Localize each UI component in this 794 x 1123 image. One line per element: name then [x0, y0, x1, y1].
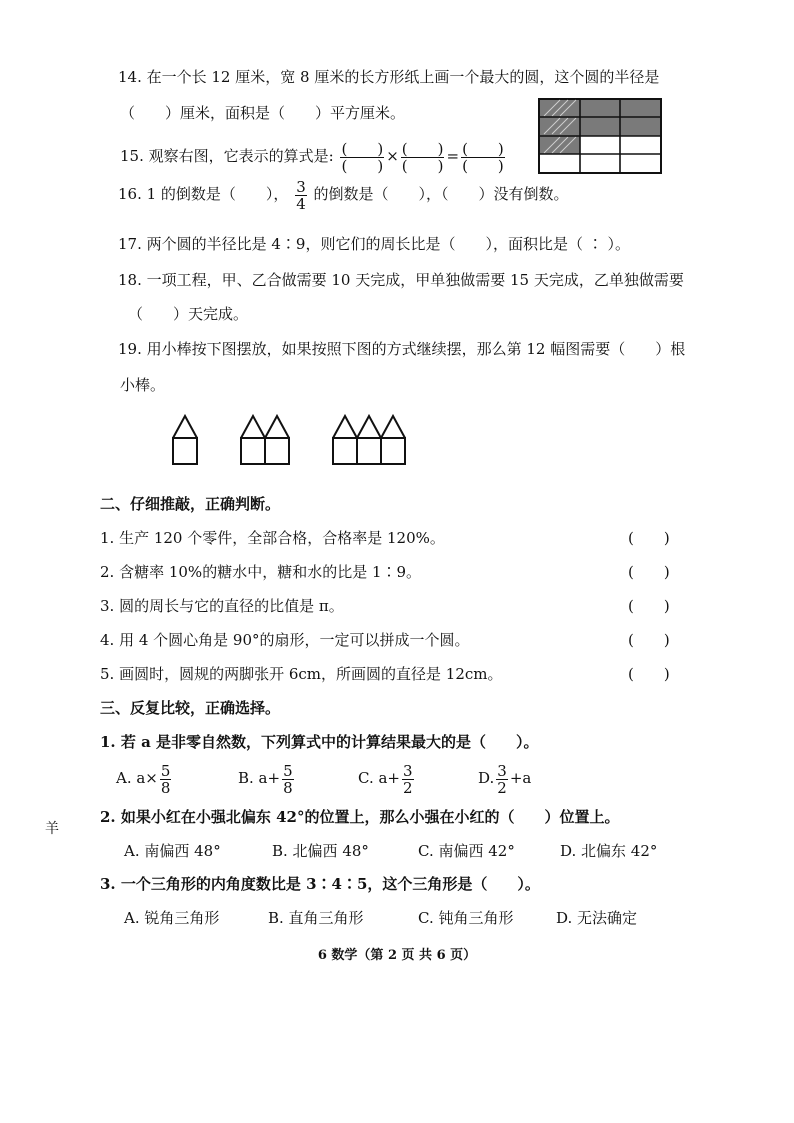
q19-line1: 19. 用小棒按下图摆放，如果按照下图的方式继续摆，那么第 12 幅图需要（ ）根	[118, 340, 686, 358]
choice-q1-c-den: 2	[403, 778, 413, 797]
choice-q1-a-num: 5	[160, 761, 171, 780]
choice-q1-d-suffix: +a	[509, 769, 532, 787]
choice-q1-b-prefix: B. a+	[238, 769, 281, 787]
q15-fraction-2	[401, 141, 445, 174]
choice-q3-option-b[interactable]: B. 直角三角形	[268, 909, 364, 927]
side-mark: 羊	[45, 821, 59, 837]
judge-item-3: 3. 圆的周长与它的直径的比值是 π。	[100, 597, 344, 615]
q16-numerator: 3	[296, 177, 306, 196]
q15-blank-num-2: ( )	[401, 139, 444, 158]
q16-fraction	[295, 179, 307, 212]
choice-q1-option-b[interactable]	[238, 758, 296, 798]
q16-line	[118, 174, 569, 214]
q17-line: 17. 两个圆的半径比是 4∶9，则它们的周长比是（ ），面积比是（ ∶ ）。	[118, 235, 631, 253]
q19-line2: 小棒。	[120, 376, 166, 394]
choice-q3-option-a[interactable]: A. 锐角三角形	[124, 909, 220, 927]
choice-q1-b-fraction	[282, 763, 294, 796]
choice-q1-option-c[interactable]	[358, 758, 416, 798]
q16-denominator: 4	[296, 194, 306, 213]
choice-q1-b-den: 8	[283, 778, 293, 797]
choice-q1-option-d[interactable]	[478, 758, 531, 798]
q18-line1: 18. 一项工程，甲、乙合做需要 10 天完成，甲单独做需要 15 天完成，乙单独做需要	[118, 271, 684, 289]
judge-item-2: 2. 含糖率 10%的糖水中，糖和水的比是 1∶9。	[100, 563, 422, 581]
page-footer: 6 数学（第 2 页 共 6 页）	[317, 948, 477, 963]
choice-q2-option-d[interactable]: D. 北偏东 42°	[560, 842, 658, 860]
q15-blank-den-2: ( )	[401, 156, 444, 175]
q16-prefix: 16. 1 的倒数是（ ），	[118, 185, 289, 203]
choice-q1-d-fraction	[496, 763, 508, 796]
judge-paren-1[interactable]: ( )	[628, 529, 670, 547]
choice-q2-option-c[interactable]: C. 南偏西 42°	[418, 842, 515, 860]
choice-q3-stem: 3. 一个三角形的内角度数比是 3∶4∶5，这个三角形是（ ）。	[100, 875, 540, 893]
choice-q1-c-num: 3	[403, 761, 413, 780]
choice-q3-option-d[interactable]: D. 无法确定	[556, 909, 638, 927]
choice-q1-d-den: 2	[497, 778, 507, 797]
q15-fraction-1	[340, 141, 384, 174]
judge-item-1: 1. 生产 120 个零件，全部合格，合格率是 120%。	[100, 529, 445, 547]
choice-q1-stem: 1. 若 a 是非零自然数，下列算式中的计算结果最大的是（ ）。	[100, 733, 539, 751]
choice-q1-a-den: 8	[160, 778, 171, 797]
choice-q1-d-num: 3	[497, 761, 507, 780]
q15-prefix: 15. 观察右图，它表示的算式是:	[120, 147, 334, 165]
q15-blank-den-3: ( )	[462, 156, 504, 175]
q14-line2: （ ）厘米，面积是（ ）平方厘米。	[120, 104, 406, 122]
q15-equals: =	[446, 147, 460, 165]
judge-item-5: 5. 画圆时，圆规的两脚张开 6cm，所画圆的直径是 12cm。	[100, 665, 503, 683]
choice-q1-a-prefix: A. a×	[116, 769, 158, 787]
judge-paren-3[interactable]: ( )	[628, 597, 670, 615]
choice-q2-option-b[interactable]: B. 北偏西 48°	[272, 842, 369, 860]
choice-q1-c-prefix: C. a+	[358, 769, 400, 787]
q15-times: ×	[386, 147, 399, 165]
judge-paren-4[interactable]: ( )	[628, 631, 670, 649]
q15-fraction-3	[461, 141, 505, 174]
judge-section-title: 二、仔细推敲，正确判断。	[100, 495, 281, 513]
choice-q1-a-fraction	[160, 763, 172, 796]
q16-suffix: 的倒数是（ ），（ ）没有倒数。	[313, 185, 569, 203]
choice-q1-b-num: 5	[283, 761, 293, 780]
q15-blank-den-1: ( )	[341, 156, 384, 175]
choice-q1-option-a[interactable]	[116, 758, 173, 798]
choice-section-title: 三、反复比较，正确选择。	[100, 699, 281, 717]
q15-line	[120, 138, 507, 174]
q15-grid-figure	[538, 98, 662, 174]
choice-q2-stem: 2. 如果小红在小强北偏东 42°的位置上，那么小强在小红的（ ）位置上。	[100, 808, 620, 826]
q15-blank-num-3: ( )	[462, 139, 504, 158]
choice-q1-d-prefix: D.	[478, 769, 495, 787]
judge-paren-2[interactable]: ( )	[628, 563, 670, 581]
q15-blank-num-1: ( )	[341, 139, 384, 158]
choice-q2-option-a[interactable]: A. 南偏西 48°	[124, 842, 221, 860]
choice-q3-option-c[interactable]: C. 钝角三角形	[418, 909, 514, 927]
choice-q1-c-fraction	[402, 763, 414, 796]
q14-line1: 14. 在一个长 12 厘米，宽 8 厘米的长方形纸上画一个最大的圆，这个圆的半径是	[118, 68, 660, 86]
q18-line2: （ ）天完成。	[128, 305, 249, 323]
q19-stick-figures	[165, 410, 425, 470]
judge-paren-5[interactable]: ( )	[628, 665, 670, 683]
judge-item-4: 4. 用 4 个圆心角是 90°的扇形，一定可以拼成一个圆。	[100, 631, 470, 649]
